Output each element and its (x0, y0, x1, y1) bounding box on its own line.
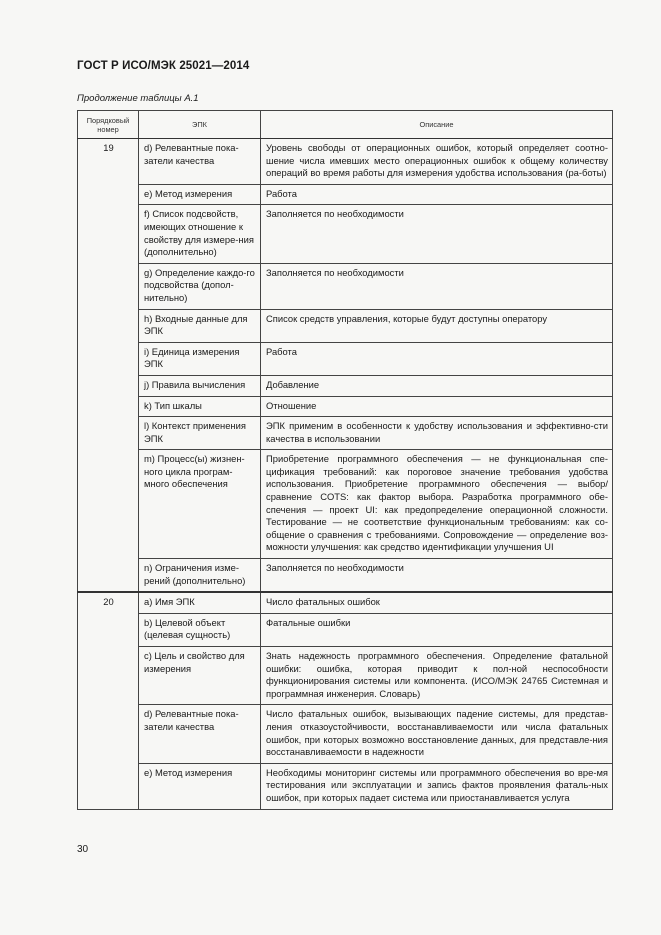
page-number: 30 (77, 844, 89, 855)
table-row (78, 139, 613, 185)
epk-cell: j) Правила вычисления (139, 375, 261, 396)
table-row (78, 705, 613, 763)
epk-cell: b) Целевой объект (целевая сущность) (139, 613, 261, 646)
table-row (78, 375, 613, 396)
table-header-row (78, 111, 613, 139)
document-header: ГОСТ Р ИСО/МЭК 25021—2014 (77, 60, 250, 72)
epk-cell: k) Тип шкалы (139, 396, 261, 417)
epk-cell: m) Процесс(ы) жизнен-ного цикла програм-много обеспечения (139, 450, 261, 559)
column-header-epk: ЭПК (139, 111, 261, 139)
description-cell: Заполняется по необходимости (261, 263, 613, 309)
description-cell: Число фатальных ошибок (261, 592, 613, 613)
description-cell: ЭПК применим в особенности к удобству использования и эффективно-сти качества в использовании (261, 417, 613, 450)
column-header-description: Описание (261, 111, 613, 139)
table-row (78, 647, 613, 705)
table-row (78, 184, 613, 205)
description-cell: Знать надежность программного обеспечения. Определение фатальной ошибки: ошибка, которая приводит к пол-ной неспособности функционирования системы или компонента. (ИСО/МЭК 24765 Системная и программная инженерия. Словарь) (261, 647, 613, 705)
table-row (78, 592, 613, 613)
row-number: 19 (78, 139, 139, 593)
description-cell: Заполняется по необходимости (261, 559, 613, 593)
epk-cell: h) Входные данные для ЭПК (139, 309, 261, 342)
table-caption: Продолжение таблицы А.1 (77, 93, 199, 104)
epk-cell: d) Релевантные пока-затели качества (139, 139, 261, 185)
description-cell: Фатальные ошибки (261, 613, 613, 646)
description-cell: Добавление (261, 375, 613, 396)
epk-cell: e) Метод измерения (139, 763, 261, 809)
description-cell: Работа (261, 184, 613, 205)
description-cell: Отношение (261, 396, 613, 417)
epk-cell: i) Единица измерения ЭПК (139, 342, 261, 375)
epk-cell: d) Релевантные пока-затели качества (139, 705, 261, 763)
description-cell: Список средств управления, которые будут доступны оператору (261, 309, 613, 342)
row-number: 20 (78, 592, 139, 809)
table-row (78, 205, 613, 263)
table-row (78, 559, 613, 593)
table-row (78, 342, 613, 375)
table-row (78, 309, 613, 342)
description-cell: Приобретение программного обеспечения — не функциональная спе-цификация требований: как пороговое значение требования удобства использования. Приобретение программного обеспечения — выбор/сравнение COTS: как фактор выбора. Разработка программного обе-спечения — проект UI: как предопределение операционной сложности. Тестирование — не соответствие функциональным требованиям: как со-общение о сравнения с требованиями. Сопровождение — определение воз-можности улучшения: как средство идентификации улучшения UI (261, 450, 613, 559)
table-row (78, 450, 613, 559)
spec-table (77, 110, 613, 810)
description-cell: Число фатальных ошибок, вызывающих падение системы, для представ-ления отказоустойчивости, восстанавливаемости или числа фатальных ошибок, при которых возможно восстановление данных, для представле-ния восстанавливаемости в надежности (261, 705, 613, 763)
epk-cell: l) Контекст применения ЭПК (139, 417, 261, 450)
column-header-number: Порядковый номер (78, 111, 139, 139)
table-row (78, 763, 613, 809)
description-cell: Необходимы мониторинг системы или программного обеспечения во вре-мя тестирования или эксплуатации и запись фактов проявления фаталь-ных ошибок, при которых падает система или приостанавливается услуга (261, 763, 613, 809)
description-cell: Заполняется по необходимости (261, 205, 613, 263)
epk-cell: g) Определение каждо-го подсвойства (допол-нительно) (139, 263, 261, 309)
table-row (78, 263, 613, 309)
table-row (78, 417, 613, 450)
epk-cell: c) Цель и свойство для измерения (139, 647, 261, 705)
description-cell: Уровень свободы от операционных ошибок, который определяет соотно-шение числа имевших место операционных ошибок к общему количеству операций во время работы для измерения удобства использования (ра-боты) (261, 139, 613, 185)
epk-cell: e) Метод измерения (139, 184, 261, 205)
table-row (78, 396, 613, 417)
description-cell: Работа (261, 342, 613, 375)
table-row (78, 613, 613, 646)
epk-cell: f) Список подсвойств, имеющих отношение к свойству для измере-ния (дополнительно) (139, 205, 261, 263)
epk-cell: n) Ограничения изме-рений (дополнительно) (139, 559, 261, 593)
epk-cell: a) Имя ЭПК (139, 592, 261, 613)
